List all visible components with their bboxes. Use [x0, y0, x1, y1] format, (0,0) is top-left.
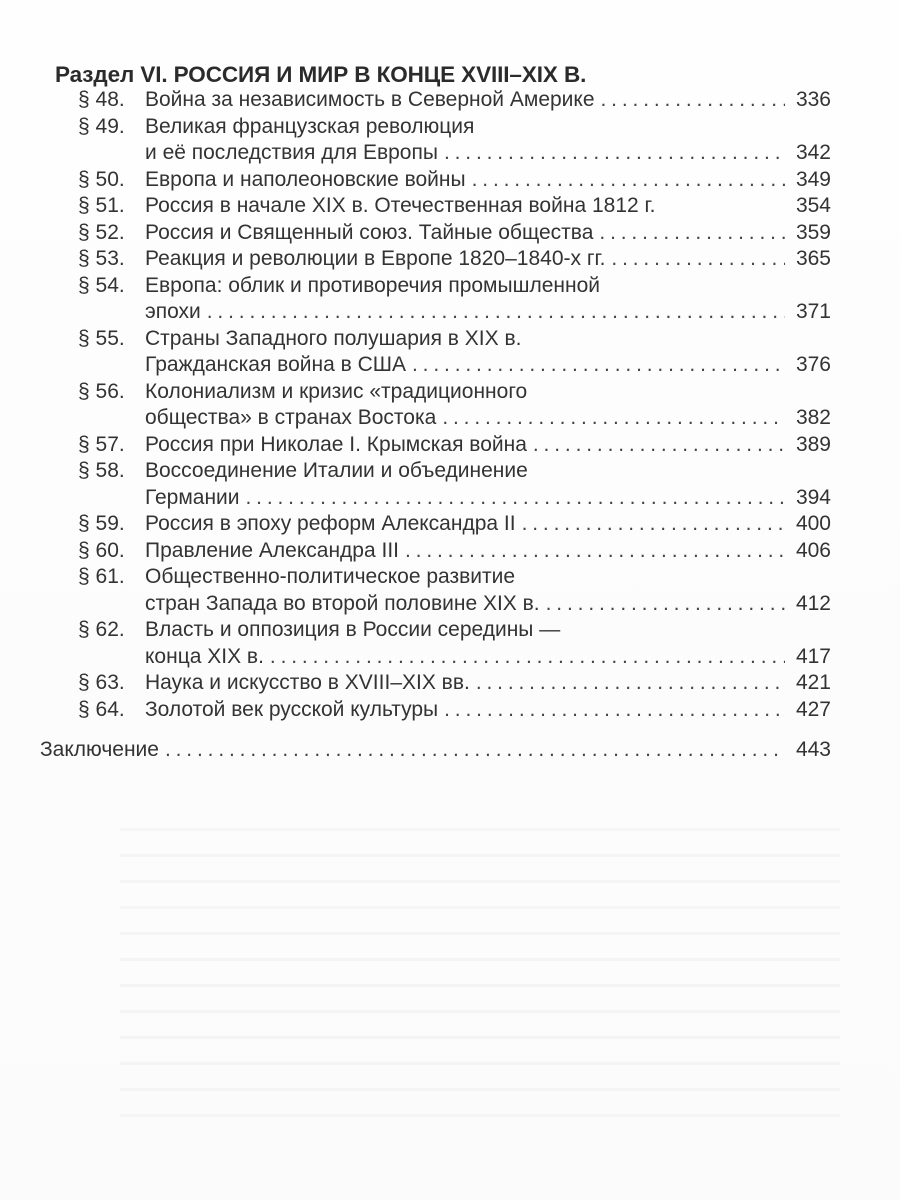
- entry-title: Власть и оппозиция в России середины —: [145, 618, 561, 641]
- dot-leader: [533, 432, 785, 459]
- entry-title: Европа и наполеоновские войны: [145, 167, 466, 191]
- paragraph-number: § 58.: [78, 459, 125, 482]
- dot-leader: [476, 670, 785, 697]
- toc-entry-50[interactable]: [78, 167, 831, 194]
- toc-entry-51[interactable]: [78, 193, 831, 220]
- entry-title: Заключение: [40, 738, 159, 761]
- entry-title-continued: общества» в странах Востока: [145, 406, 437, 429]
- page-number: 443: [795, 738, 831, 761]
- paragraph-number: § 57.: [78, 432, 125, 456]
- toc-entry-conclusion[interactable]: [40, 737, 831, 764]
- page-number: 349: [795, 167, 831, 191]
- entry-title: Колониализм и кризис «традиционного: [145, 379, 528, 403]
- page-number: 382: [795, 406, 831, 429]
- dot-leader: [546, 591, 785, 618]
- page-number: 412: [795, 591, 831, 615]
- entry-title-continued: Гражданская война в США: [145, 353, 407, 376]
- entry-title: Правление Александра III: [145, 538, 399, 562]
- toc-entry-56[interactable]: [78, 379, 831, 406]
- toc-entry-58-cont[interactable]: [78, 485, 831, 512]
- toc-entry-49-cont[interactable]: [78, 140, 831, 167]
- entry-title: Наука и искусство в XVIII–XIX вв.: [145, 671, 470, 694]
- toc-entry-55-cont[interactable]: [78, 352, 831, 379]
- toc-entry-61[interactable]: [78, 564, 831, 591]
- toc-entry-52[interactable]: [78, 220, 831, 247]
- paragraph-number: § 53.: [78, 247, 125, 270]
- paragraph-number: § 52.: [78, 220, 125, 244]
- dot-leader: [405, 538, 785, 565]
- entry-title-continued: стран Запада во второй половине XIX в.: [145, 591, 540, 615]
- page-number: 371: [795, 300, 831, 323]
- paragraph-number: § 55.: [78, 326, 125, 350]
- toc-entry-48[interactable]: [78, 87, 831, 114]
- entry-title: Россия и Священный союз. Тайные общества: [145, 220, 594, 244]
- spacer: [78, 723, 831, 737]
- toc-entry-49[interactable]: [78, 114, 831, 141]
- dot-leader: [599, 220, 785, 247]
- dot-leader: [270, 644, 785, 671]
- entry-title: Великая французская революция: [145, 114, 475, 138]
- page-number: 359: [795, 220, 831, 244]
- dot-leader: [442, 405, 785, 432]
- toc-entry-62[interactable]: [78, 617, 831, 644]
- page-number: 336: [795, 88, 831, 111]
- toc-entry-57[interactable]: [78, 432, 831, 459]
- entry-title: Воссоединение Италии и объединение: [145, 459, 528, 482]
- page-number: 376: [795, 353, 831, 376]
- dot-leader: [601, 87, 785, 114]
- dot-leader: [472, 167, 785, 194]
- entry-title-continued: эпохи: [145, 300, 201, 323]
- toc-entry-58[interactable]: [78, 458, 831, 485]
- table-of-contents: [40, 87, 831, 764]
- page-number: 427: [795, 697, 831, 721]
- paragraph-number: § 63.: [78, 671, 125, 694]
- entry-title: Война за независимость в Северной Америке: [145, 88, 595, 111]
- page-number: 417: [795, 644, 831, 668]
- toc-entry-55[interactable]: [78, 326, 831, 353]
- paragraph-number: § 56.: [78, 379, 125, 403]
- paragraph-number: § 61.: [78, 565, 125, 588]
- page-number: 389: [795, 432, 831, 456]
- toc-entry-59[interactable]: [78, 511, 831, 538]
- entry-title-continued: конца XIX в.: [145, 644, 264, 668]
- entry-title: Россия в эпоху реформ Александра II: [145, 512, 516, 535]
- dot-leader: [207, 299, 785, 326]
- entry-title: Россия в начале XIX в. Отечественная война 1812 г.: [145, 194, 656, 217]
- page-number: 400: [795, 512, 831, 535]
- dot-leader: [246, 485, 786, 512]
- entry-title: Золотой век русской культуры: [145, 697, 439, 721]
- toc-entry-54-cont[interactable]: [78, 299, 831, 326]
- toc-entry-54[interactable]: [78, 273, 831, 300]
- dot-leader: [444, 697, 785, 724]
- page-number: 365: [795, 247, 831, 270]
- paragraph-number: § 62.: [78, 618, 125, 641]
- paragraph-number: § 64.: [78, 697, 125, 721]
- paragraph-number: § 59.: [78, 512, 125, 535]
- dot-leader: [611, 246, 785, 273]
- toc-entry-64[interactable]: [78, 697, 831, 724]
- entry-title-continued: Германии: [145, 485, 240, 509]
- section-heading: Раздел VI. РОССИЯ И МИР В КОНЦЕ XVIII–XIX В.: [55, 62, 587, 87]
- dot-leader: [412, 352, 785, 379]
- paragraph-number: § 48.: [78, 88, 125, 111]
- dot-leader: [522, 511, 785, 538]
- entry-title: Общественно-политическое развитие: [145, 565, 515, 588]
- entry-title: Россия при Николае I. Крымская война: [145, 432, 527, 456]
- page-number: 406: [795, 538, 831, 562]
- paragraph-number: § 54.: [78, 273, 125, 297]
- toc-entry-56-cont[interactable]: [78, 405, 831, 432]
- page-number: 342: [795, 141, 831, 164]
- toc-entry-60[interactable]: [78, 538, 831, 565]
- paragraph-number: § 51.: [78, 194, 125, 217]
- page-number: 354: [795, 194, 831, 217]
- dot-leader: [165, 737, 785, 764]
- toc-entry-63[interactable]: [78, 670, 831, 697]
- paragraph-number: § 49.: [78, 114, 125, 138]
- dot-leader: [444, 140, 785, 167]
- entry-title: Реакция и революции в Европе 1820–1840-х гг.: [145, 247, 606, 270]
- reverse-side-bleed-through: [120, 810, 840, 1140]
- entry-title: Страны Западного полушария в XIX в.: [145, 326, 522, 350]
- entry-title-continued: и её последствия для Европы: [145, 141, 438, 164]
- paragraph-number: § 50.: [78, 167, 125, 191]
- paragraph-number: § 60.: [78, 538, 125, 562]
- toc-entry-61-cont[interactable]: [78, 591, 831, 618]
- toc-entry-62-cont[interactable]: [78, 644, 831, 671]
- page-number: 394: [795, 485, 831, 509]
- entry-title: Европа: облик и противоречия промышленной: [145, 273, 600, 297]
- toc-entry-53[interactable]: [78, 246, 831, 273]
- page-number: 421: [795, 671, 831, 694]
